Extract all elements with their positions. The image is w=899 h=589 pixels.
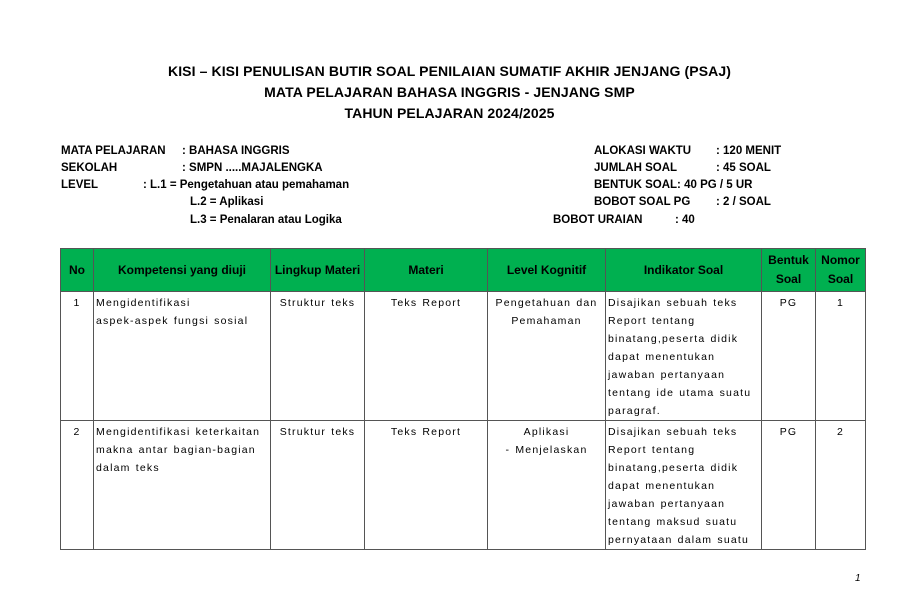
cell-no: 2 xyxy=(61,421,94,550)
header-no: No xyxy=(61,249,94,292)
cell-indikator-line: Report tentang xyxy=(608,444,696,456)
cell-nomor: 2 xyxy=(816,421,866,550)
cell-lingkup: Struktur teks xyxy=(271,292,365,421)
header-level: Level Kognitif xyxy=(488,249,606,292)
cell-lingkup: Struktur teks xyxy=(271,421,365,550)
mapel-value: : BAHASA INGGRIS xyxy=(182,145,290,157)
table-row xyxy=(61,292,866,421)
cell-indikator-line: jawaban pertanyaan xyxy=(608,369,726,381)
cell-kompetensi-line: makna antar bagian-bagian xyxy=(96,444,256,456)
page-number: 1 xyxy=(855,573,861,584)
cell-level-line: Pengetahuan dan xyxy=(495,297,598,309)
bobot-uraian-value: : 40 xyxy=(675,214,695,226)
cell-level xyxy=(488,292,606,421)
header-indikator: Indikator Soal xyxy=(606,249,762,292)
cell-kompetensi-line: aspek-aspek fungsi sosial xyxy=(96,315,249,327)
header-bentuk-2: Soal xyxy=(775,272,802,286)
cell-kompetensi-line: Mengidentifikasi xyxy=(96,297,191,309)
header-nomor-2: Soal xyxy=(827,272,854,286)
cell-kompetensi xyxy=(94,292,271,421)
cell-level-line: - Menjelaskan xyxy=(505,444,588,456)
table-row xyxy=(61,421,866,550)
cell-indikator-line: binatang,peserta didik xyxy=(608,333,739,345)
jumlah-label: JUMLAH SOAL xyxy=(594,162,678,174)
cell-indikator-line: Report tentang xyxy=(608,315,696,327)
header-bentuk xyxy=(762,249,816,292)
header-kompetensi: Kompetensi yang diuji xyxy=(94,249,271,292)
bobot-pg-value: : 2 / SOAL xyxy=(716,196,771,208)
mapel-label: MATA PELAJARAN xyxy=(61,145,166,157)
jumlah-value: : 45 SOAL xyxy=(716,162,771,174)
document-title-line-2: MATA PELAJARAN BAHASA INGGRIS - JENJANG SMP xyxy=(264,84,635,100)
level-label: LEVEL xyxy=(61,179,99,191)
header-materi: Materi xyxy=(365,249,488,292)
alokasi-value: : 120 MENIT xyxy=(716,145,782,157)
cell-indikator-line: paragraf. xyxy=(608,405,661,417)
cell-materi: Teks Report xyxy=(365,421,488,550)
cell-indikator-line: dapat menentukan xyxy=(608,351,716,363)
bentuk-soal: BENTUK SOAL: 40 PG / 5 UR xyxy=(594,179,753,191)
cell-materi: Teks Report xyxy=(365,292,488,421)
header-lingkup: Lingkup Materi xyxy=(271,249,365,292)
cell-indikator xyxy=(606,421,762,550)
alokasi-label: ALOKASI WAKTU xyxy=(594,145,692,157)
bobot-uraian-label: BOBOT URAIAN xyxy=(553,214,643,226)
cell-level xyxy=(488,421,606,550)
document-title-line-3: TAHUN PELAJARAN 2024/2025 xyxy=(344,105,555,121)
cell-indikator-line: dapat menentukan xyxy=(608,480,716,492)
level-2: L.2 = Aplikasi xyxy=(190,196,264,208)
cell-indikator-line: binatang,peserta didik xyxy=(608,462,739,474)
cell-indikator xyxy=(606,292,762,421)
cell-level-line: Pemahaman xyxy=(511,315,582,327)
cell-indikator-line: jawaban pertanyaan xyxy=(608,498,726,510)
sekolah-label: SEKOLAH xyxy=(61,162,118,174)
cell-bentuk: PG xyxy=(762,421,816,550)
cell-no: 1 xyxy=(61,292,94,421)
document-title-line-1: KISI – KISI PENULISAN BUTIR SOAL PENILAIAN SUMATIF AKHIR JENJANG (PSAJ) xyxy=(167,63,731,79)
cell-indikator-line: Disajikan sebuah teks xyxy=(608,426,738,438)
table-header-row xyxy=(61,249,866,292)
level-1: : L.1 = Pengetahuan atau pemahaman xyxy=(143,179,350,191)
cell-kompetensi xyxy=(94,421,271,550)
cell-indikator-line: tentang ide utama suatu xyxy=(608,387,752,399)
header-bentuk-1: Bentuk xyxy=(768,253,809,267)
cell-bentuk: PG xyxy=(762,292,816,421)
cell-nomor: 1 xyxy=(816,292,866,421)
cell-indikator-line: Disajikan sebuah teks xyxy=(608,297,738,309)
cell-level-line: Aplikasi xyxy=(523,426,570,438)
header-nomor-1: Nomor xyxy=(821,253,860,267)
header-nomor xyxy=(816,249,866,292)
bobot-pg-label: BOBOT SOAL PG xyxy=(594,196,691,208)
cell-indikator-line: tentang maksud suatu xyxy=(608,516,738,528)
sekolah-value: : SMPN .....MAJALENGKA xyxy=(182,162,323,174)
cell-kompetensi-line: dalam teks xyxy=(96,462,160,474)
cell-indikator-line: pernyataan dalam suatu xyxy=(608,534,750,546)
kisi-table xyxy=(60,248,866,550)
cell-kompetensi-line: Mengidentifikasi keterkaitan xyxy=(96,426,261,438)
level-3: L.3 = Penalaran atau Logika xyxy=(190,214,342,226)
